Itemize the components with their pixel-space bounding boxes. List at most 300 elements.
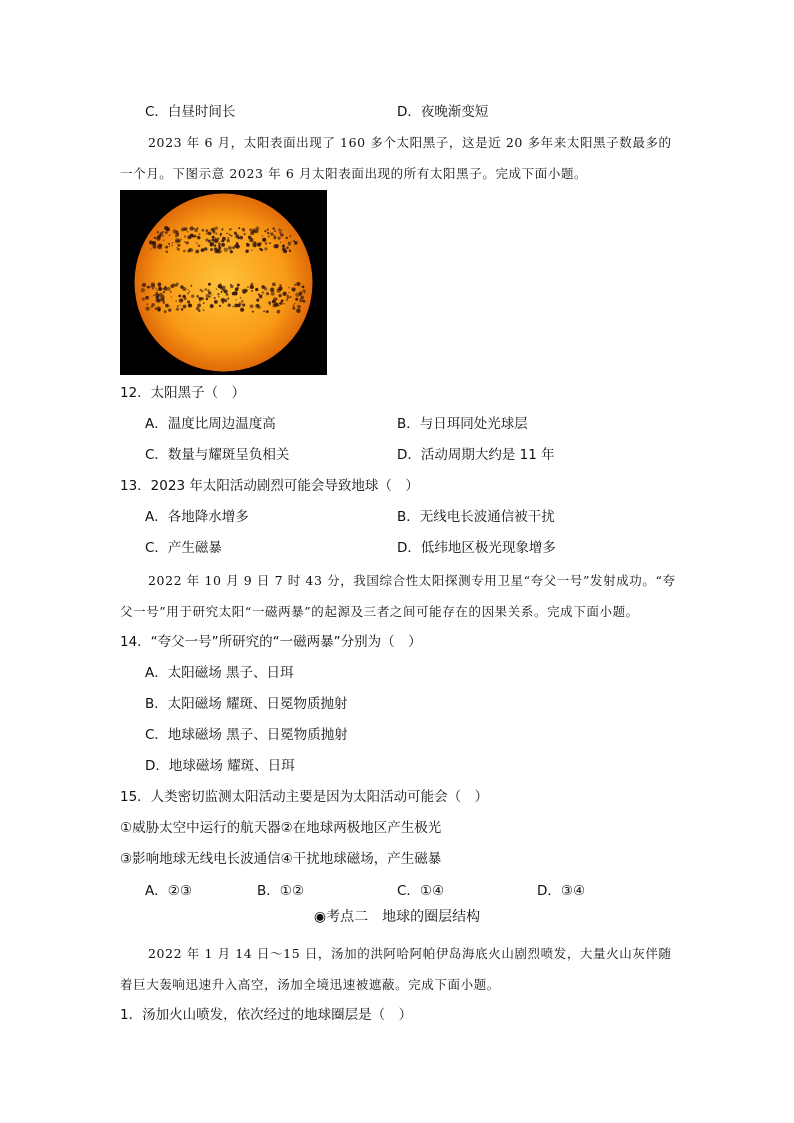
sunspot bbox=[196, 227, 198, 229]
sunspot bbox=[169, 235, 170, 236]
sunspot bbox=[169, 245, 170, 246]
sunspot bbox=[259, 244, 260, 245]
sunspot bbox=[180, 239, 182, 241]
sunspot bbox=[155, 294, 159, 298]
sunspot bbox=[164, 310, 167, 313]
sunspot bbox=[179, 304, 181, 306]
q15-statement-line1: ①威胁太空中运行的航天器②在地球两极地区产生极光 bbox=[120, 820, 442, 836]
sunspot bbox=[165, 286, 167, 288]
sunspot bbox=[221, 291, 223, 293]
sunspot bbox=[215, 233, 217, 235]
sunspot bbox=[155, 288, 157, 290]
sunspot bbox=[286, 296, 289, 299]
sunspot bbox=[240, 297, 242, 299]
sunspot bbox=[213, 241, 214, 242]
sunspot bbox=[249, 228, 252, 231]
sunspot bbox=[152, 245, 156, 249]
sunspot bbox=[216, 288, 217, 289]
q13-option-a: A．各地降水增多 bbox=[145, 509, 249, 525]
sunspot bbox=[221, 230, 222, 231]
sunspot bbox=[168, 305, 169, 306]
sunspot bbox=[151, 305, 153, 307]
q1-stem: 1．汤加火山喷发，依次经过的地球圈层是（ ） bbox=[120, 1007, 413, 1023]
sunspot bbox=[293, 240, 295, 242]
sunspot bbox=[278, 228, 281, 231]
sunspot bbox=[210, 248, 213, 251]
q12-option-b: B．与日珥同处光球层 bbox=[397, 416, 528, 432]
sunspot bbox=[207, 289, 209, 291]
sunspot bbox=[269, 242, 271, 244]
sunspot bbox=[304, 293, 305, 294]
sunspot bbox=[191, 285, 193, 287]
sunspot bbox=[145, 306, 149, 310]
sunspot bbox=[262, 235, 263, 236]
sunspot bbox=[142, 283, 146, 287]
sunspot bbox=[208, 283, 211, 286]
sunspot bbox=[177, 244, 180, 247]
sunspot bbox=[282, 247, 286, 251]
q12-option-d: D．活动周期大约是 11 年 bbox=[397, 447, 555, 463]
sunspot bbox=[256, 299, 259, 302]
sunspot bbox=[264, 230, 266, 232]
sunspot bbox=[296, 282, 300, 286]
sunspot bbox=[236, 287, 239, 290]
sunspot bbox=[266, 310, 269, 313]
sunspot bbox=[168, 308, 171, 311]
sunspot bbox=[142, 298, 145, 301]
sunspot bbox=[198, 297, 202, 301]
sunspot bbox=[220, 234, 222, 236]
sunspot bbox=[183, 250, 186, 253]
option-d: D．夜晚渐变短 bbox=[397, 104, 489, 120]
sunspot bbox=[273, 304, 277, 308]
sunspot bbox=[271, 292, 275, 296]
sunspot bbox=[186, 241, 189, 244]
sunspot bbox=[206, 229, 209, 232]
sunspot bbox=[172, 242, 174, 244]
sunspot bbox=[175, 238, 179, 242]
sunspot bbox=[176, 300, 177, 301]
sunspot bbox=[272, 227, 275, 230]
sunspot bbox=[231, 235, 233, 237]
sunspot bbox=[199, 300, 200, 301]
sunspot bbox=[281, 299, 284, 302]
sunspot bbox=[278, 294, 281, 297]
intro2-line2: 父一号”用于研究太阳“一磁两暴”的起源及三者之间可能存在的因果关系。完成下面小题。 bbox=[120, 604, 639, 619]
sunspot bbox=[228, 237, 230, 239]
sunspot bbox=[247, 250, 248, 251]
sunspot bbox=[189, 248, 193, 252]
sunspot bbox=[214, 245, 216, 247]
sunspot bbox=[187, 251, 188, 252]
sunspot bbox=[232, 306, 234, 308]
intro1-line2: 一个月。下图示意 2023 年 6 月太阳表面出现的所有太阳黑子。完成下面小题。 bbox=[120, 166, 588, 181]
sunspot bbox=[272, 283, 276, 287]
sunspot bbox=[159, 246, 162, 249]
sunspot bbox=[235, 289, 236, 290]
sunspot bbox=[260, 294, 262, 296]
sunspot bbox=[257, 242, 261, 246]
q13-stem: 13．2023 年太阳活动剧烈可能会导致地球（ ） bbox=[120, 478, 419, 494]
sunspot bbox=[262, 238, 266, 242]
sunspot bbox=[232, 292, 236, 296]
q15-option-a: A．②③ bbox=[145, 883, 192, 899]
sunspot bbox=[280, 233, 283, 236]
sunspot bbox=[157, 289, 159, 291]
sunspot bbox=[289, 296, 291, 298]
sunspot bbox=[266, 292, 269, 295]
sunspot bbox=[288, 287, 290, 289]
sunspot bbox=[160, 233, 163, 236]
sunspot bbox=[258, 293, 260, 295]
sunspot bbox=[279, 305, 280, 306]
sunspot bbox=[279, 303, 281, 305]
sunspot bbox=[171, 296, 172, 297]
sunspot bbox=[217, 237, 219, 239]
sunspot bbox=[291, 241, 292, 242]
sunspot bbox=[181, 308, 184, 311]
q15-statement-line2: ③影响地球无线电长波通信④干扰地球磁场，产生磁暴 bbox=[120, 851, 442, 867]
sunspot bbox=[250, 285, 254, 289]
sunspot bbox=[255, 226, 259, 230]
sunspot bbox=[204, 247, 208, 251]
sunspot bbox=[190, 234, 194, 238]
sunspot bbox=[270, 233, 273, 236]
sun-disk bbox=[135, 194, 313, 372]
sunspot bbox=[278, 237, 281, 240]
sunspot bbox=[244, 233, 246, 235]
sunspot bbox=[165, 250, 168, 253]
sunspot bbox=[151, 284, 155, 288]
sunspot bbox=[191, 295, 194, 298]
sunspot bbox=[222, 302, 224, 304]
sunspot bbox=[150, 248, 151, 249]
sunspot bbox=[196, 242, 198, 244]
sunspot bbox=[230, 284, 232, 286]
sunspot bbox=[181, 286, 182, 287]
sunspot bbox=[235, 299, 236, 300]
sunspot bbox=[222, 289, 224, 291]
sunspot bbox=[251, 290, 253, 292]
sunspot bbox=[224, 248, 228, 252]
sunspot bbox=[276, 298, 278, 300]
sunspot bbox=[302, 286, 305, 289]
sunspot bbox=[170, 291, 172, 293]
sunspot bbox=[292, 307, 295, 310]
sunspot bbox=[147, 303, 149, 305]
q13-option-d: D．低纬地区极光现象增多 bbox=[397, 540, 556, 556]
sunspot bbox=[212, 236, 215, 239]
sunspot bbox=[215, 227, 218, 230]
sunspot bbox=[201, 290, 203, 292]
sunspot bbox=[214, 297, 216, 299]
sunspot bbox=[206, 298, 208, 300]
sunspot bbox=[204, 288, 207, 291]
sunspot bbox=[206, 294, 210, 298]
sunspot bbox=[218, 246, 221, 249]
sunspot bbox=[213, 231, 216, 234]
q15-option-d: D．③④ bbox=[537, 883, 586, 899]
sunspot bbox=[163, 240, 164, 241]
sunspot bbox=[209, 243, 213, 247]
sunspot bbox=[289, 250, 291, 252]
sunspot bbox=[228, 304, 231, 307]
sunspot bbox=[289, 235, 291, 237]
sunspot bbox=[217, 293, 220, 296]
sunspot bbox=[177, 233, 179, 235]
sunspot bbox=[208, 232, 212, 236]
intro3-line2: 着巨大轰响迅速升入高空，汤加全境迅速被遮蔽。完成下面小题。 bbox=[120, 977, 500, 992]
sunspot bbox=[201, 229, 204, 232]
sunspot bbox=[163, 291, 165, 293]
sunspot bbox=[203, 302, 205, 304]
sunspot bbox=[211, 229, 213, 231]
sunspot bbox=[255, 288, 258, 291]
sunspot bbox=[278, 287, 282, 291]
sunspot bbox=[165, 246, 168, 249]
sunspot bbox=[221, 243, 225, 247]
sunspot bbox=[219, 305, 221, 307]
q13-option-c: C．产生磁暴 bbox=[145, 540, 222, 556]
sunspot bbox=[214, 300, 218, 304]
sunspot bbox=[227, 297, 229, 299]
sunspot bbox=[250, 231, 254, 235]
sunspot bbox=[296, 309, 300, 313]
sunspot bbox=[227, 239, 230, 242]
q15-stem: 15．人类密切监测太阳活动主要是因为太阳活动可能会（ ） bbox=[120, 789, 489, 805]
sunspot bbox=[286, 299, 288, 301]
sunspot bbox=[295, 298, 298, 301]
sunspot bbox=[205, 238, 208, 241]
sunspot bbox=[203, 309, 205, 311]
sunspot bbox=[252, 243, 256, 247]
sunspot bbox=[294, 284, 296, 286]
sunspot bbox=[262, 291, 264, 293]
sunspot bbox=[285, 237, 287, 239]
sunspot bbox=[176, 247, 178, 249]
q14-option-a: A．太阳磁场 黑子、日珥 bbox=[145, 665, 294, 681]
sunspot bbox=[161, 295, 165, 299]
sunspot bbox=[238, 227, 240, 229]
sunspot bbox=[242, 228, 245, 231]
sunspot bbox=[288, 292, 289, 293]
sunspot bbox=[295, 293, 299, 297]
sunspot bbox=[241, 300, 243, 302]
sunspot bbox=[154, 237, 156, 239]
sunspot bbox=[228, 246, 232, 250]
sunspot bbox=[302, 289, 305, 292]
sunspot bbox=[234, 304, 238, 308]
sunspot bbox=[184, 241, 186, 243]
sunspot bbox=[218, 249, 222, 253]
sunspot bbox=[250, 304, 254, 308]
sun-image bbox=[120, 190, 327, 375]
sunspot bbox=[260, 248, 263, 251]
sunspot bbox=[255, 242, 256, 243]
sunspot bbox=[279, 284, 281, 286]
sunspot bbox=[157, 299, 161, 303]
q15-option-c: C．①④ bbox=[397, 883, 445, 899]
sunspot bbox=[183, 295, 186, 298]
sunspot bbox=[292, 287, 296, 291]
sunspot bbox=[194, 228, 195, 229]
sunspot bbox=[188, 304, 192, 308]
sunspot bbox=[208, 291, 211, 294]
sunspot bbox=[268, 235, 270, 237]
sunspot bbox=[229, 228, 232, 231]
sunspot bbox=[293, 304, 295, 306]
sunspot bbox=[177, 249, 178, 250]
sunspot bbox=[208, 240, 210, 242]
sunspot bbox=[271, 290, 273, 292]
sunspot bbox=[282, 244, 285, 247]
sunspot bbox=[277, 310, 281, 314]
sunspot bbox=[187, 292, 189, 294]
q12-option-a: A．温度比周边温度高 bbox=[145, 416, 276, 432]
sunspot bbox=[236, 242, 239, 245]
sunspot bbox=[197, 236, 200, 239]
sunspot bbox=[274, 244, 278, 248]
sunspot bbox=[283, 303, 285, 305]
sunspot bbox=[297, 305, 301, 309]
sunspot bbox=[234, 244, 238, 248]
sunspot bbox=[294, 303, 295, 304]
q12-option-c: C．数量与耀斑呈负相关 bbox=[145, 447, 290, 463]
sunspot bbox=[158, 308, 161, 311]
sunspot bbox=[274, 230, 276, 232]
sunspot bbox=[183, 305, 187, 309]
option-c: C．白昼时间长 bbox=[145, 104, 236, 120]
sunspot bbox=[252, 311, 254, 313]
sunspot bbox=[190, 226, 194, 230]
sunspot bbox=[269, 303, 271, 305]
q12-stem: 12．太阳黑子（ ） bbox=[120, 385, 246, 401]
sunspot bbox=[201, 248, 205, 252]
sunspot bbox=[176, 308, 179, 311]
sunspot bbox=[197, 304, 201, 308]
sunspot bbox=[211, 294, 212, 295]
sunspot bbox=[246, 243, 250, 247]
sunspot bbox=[181, 299, 183, 301]
sunspot bbox=[226, 233, 228, 235]
sunspot bbox=[286, 247, 288, 249]
sunspot bbox=[195, 250, 199, 254]
sunspot bbox=[242, 290, 246, 294]
sunspot bbox=[145, 296, 149, 300]
sunspot bbox=[266, 228, 268, 230]
sunspot bbox=[196, 295, 199, 298]
sunspot bbox=[272, 300, 276, 304]
sunspot bbox=[173, 229, 177, 233]
q14-option-b: B．太阳磁场 耀斑、日冕物质抛射 bbox=[145, 696, 348, 712]
sunspot bbox=[215, 249, 218, 252]
sunspot bbox=[198, 310, 200, 312]
sunspot bbox=[263, 311, 265, 313]
sunspot bbox=[141, 288, 145, 292]
sunspot bbox=[162, 231, 164, 233]
sunspot bbox=[288, 242, 290, 244]
sunspot bbox=[230, 250, 233, 253]
sunspot bbox=[165, 231, 168, 234]
sunspot bbox=[239, 236, 243, 240]
sunspot bbox=[242, 303, 245, 306]
sunspot bbox=[153, 294, 155, 296]
sunspot bbox=[221, 239, 224, 242]
sunspot bbox=[248, 236, 252, 240]
sunspot bbox=[247, 286, 249, 288]
sunspot bbox=[243, 231, 244, 232]
sunspot bbox=[187, 231, 189, 233]
sunspot bbox=[264, 247, 267, 250]
sunspot bbox=[199, 233, 201, 235]
sunspot bbox=[164, 226, 168, 230]
sunspot bbox=[237, 284, 240, 287]
sunspot bbox=[235, 234, 239, 238]
sunspot-figure bbox=[120, 190, 327, 375]
sunspot bbox=[218, 284, 222, 288]
sunspot bbox=[280, 242, 281, 243]
intro1-line1: 2023 年 6 月，太阳表面出现了 160 多个太阳黑子，这是近 20 多年来太阳黑子数最多的 bbox=[148, 135, 672, 150]
sunspot bbox=[218, 242, 221, 245]
sunspot bbox=[218, 296, 219, 297]
sunspot bbox=[147, 286, 150, 289]
q15-option-b: B．①② bbox=[257, 883, 304, 899]
q14-stem: 14．“夸父一号”所研究的“一磁两暴”分别为（ ） bbox=[120, 634, 422, 650]
intro2-line1: 2022 年 10 月 9 日 7 时 43 分，我国综合性太阳探测专用卫星“夸父一号”发射成功。“夸 bbox=[148, 573, 676, 588]
sunspot bbox=[303, 300, 306, 303]
sunspot bbox=[173, 283, 176, 286]
sunspot bbox=[299, 301, 300, 302]
sunspot bbox=[251, 249, 253, 251]
sunspot bbox=[240, 308, 244, 312]
sunspot bbox=[155, 308, 157, 310]
sunspot bbox=[267, 232, 269, 234]
sunspot bbox=[299, 292, 301, 294]
sunspot bbox=[189, 291, 190, 292]
sunspot bbox=[234, 232, 237, 235]
sunspot bbox=[165, 304, 169, 308]
sunspot bbox=[188, 289, 189, 290]
sunspot bbox=[175, 235, 177, 237]
sunspot bbox=[294, 241, 298, 245]
sunspot bbox=[184, 235, 186, 237]
sunspot bbox=[282, 292, 286, 296]
sunspot bbox=[158, 287, 162, 291]
sunspot bbox=[281, 229, 283, 231]
sunspot bbox=[152, 288, 154, 290]
sunspot bbox=[299, 294, 301, 296]
sunspot bbox=[273, 236, 276, 239]
sunspot bbox=[177, 305, 179, 307]
q14-option-d: D．地球磁场 耀斑、日珥 bbox=[145, 758, 295, 774]
sunspot bbox=[187, 300, 190, 303]
intro3-line1: 2022 年 1 月 14 日～15 日，汤加的洪阿哈阿帕伊岛海底火山剧烈喷发，大量火山灰伴随 bbox=[148, 946, 672, 961]
sunspot bbox=[211, 305, 213, 307]
sunspot bbox=[156, 231, 158, 233]
sunspot bbox=[300, 296, 304, 300]
sunspot bbox=[265, 242, 268, 245]
sunspot bbox=[257, 305, 261, 309]
q14-option-c: C．地球磁场 黑子、日冕物质抛射 bbox=[145, 727, 348, 743]
sunspot bbox=[264, 287, 267, 290]
sunspot bbox=[171, 245, 173, 247]
sunspot bbox=[163, 302, 165, 304]
section-heading: ◉考点二 地球的圈层结构 bbox=[313, 909, 481, 925]
q13-option-b: B．无线电长波通信被干扰 bbox=[397, 509, 555, 525]
sunspot bbox=[168, 243, 170, 245]
sunspot bbox=[193, 235, 196, 238]
sunspot bbox=[198, 244, 201, 247]
